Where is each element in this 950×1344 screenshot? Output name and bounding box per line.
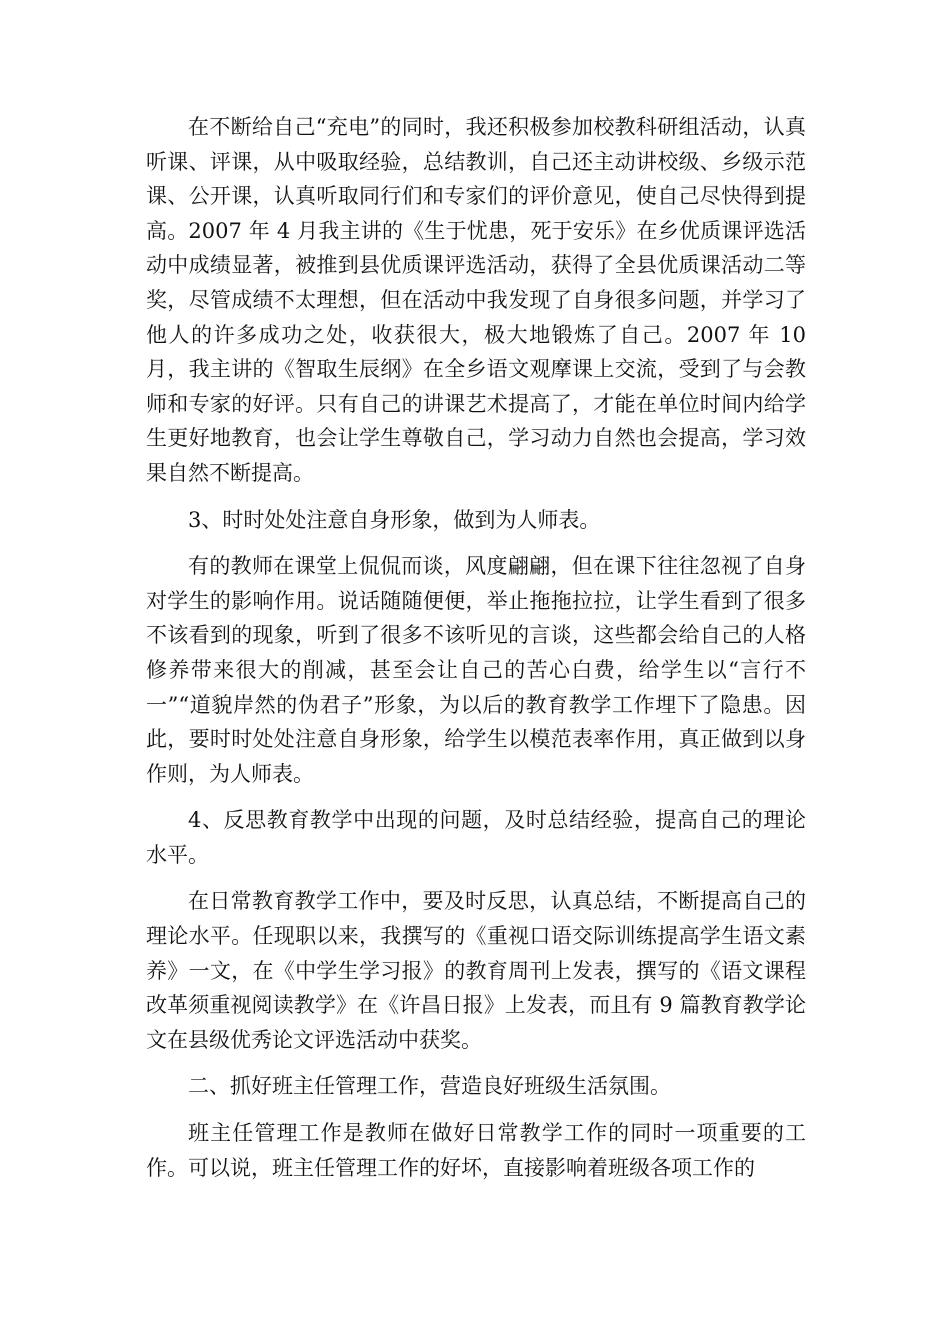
paragraph-reflection: 在日常教育教学工作中，要及时反思，认真总结，不断提高自己的理论水平。任现职以来，我撰写的《重视口语交际训练提高学生语文素养》一文，在《中学生学习报》的教育周刊上发表，撰写的《语文课程改革须重视阅读教学》在《许昌日报》上发表，而且有 9 篇教育教学论文在县级优秀论文评选活动中获奖。 <box>146 889 806 1052</box>
heading-teacher-image: 3、时时处处注意自身形象，做到为人师表。 <box>188 507 601 532</box>
paragraph-self-improvement: 在不断给自己“充电”的同时，我还积极参加校教科研组活动，认真听课、评课，从中吸取经验，总结教训，自己还主动讲校级、乡级示范课、公开课，认真听取同行们和专家们的评价意见，使自己尽快得到提高。2007 年 4 月我主讲的《生于忧患，死于安乐》在乡优质课评选活动中成绩显著，被推到县优质课评选活动，获得了全县优质课活动二等奖，尽管成绩不太理想，但在活动中我发现了自身很多问题，并学习了他人的许多成功之处，收获很大，极大地锻炼了自己。2007 年 10 月，我主讲的《智取生辰纲》在全乡语文观摩课上交流，受到了与会教师和专家的好评。只有自己的讲课艺术提高了，才能在单位时间内给学生更好地教育，也会让学生尊敬自己，学习动力自然也会提高，学习效果自然不断提高。 <box>146 115 806 485</box>
heading-class-management: 二、抓好班主任管理工作，营造良好班级生活氛围。 <box>188 1074 671 1099</box>
heading-reflection: 4、反思教育教学中出现的问题，及时总结经验，提高自己的理论水平。 <box>146 808 806 867</box>
paragraph-teacher-image: 有的教师在课堂上侃侃而谈，风度翩翩，但在课下往往忽视了自身对学生的影响作用。说话随随便便，举止拖拖拉拉，让学生看到了很多不该看到的现象，听到了很多不该听见的言谈，这些都会给自己的人格修养带来很大的削减，甚至会让自己的苦心白费，给学生以“言行不一”“道貌岸然的伪君子”形象，为以后的教育教学工作埋下了隐患。因此，要时时处处注意自身形象，给学生以模范表率作用，真正做到以身作则，为人师表。 <box>146 554 806 786</box>
document-body <box>146 110 806 1197</box>
paragraph-class-management: 班主任管理工作是教师在做好日常教学工作的同时一项重要的工作。可以说，班主任管理工作的好坏，直接影响着班级各项工作的 <box>146 1121 806 1180</box>
